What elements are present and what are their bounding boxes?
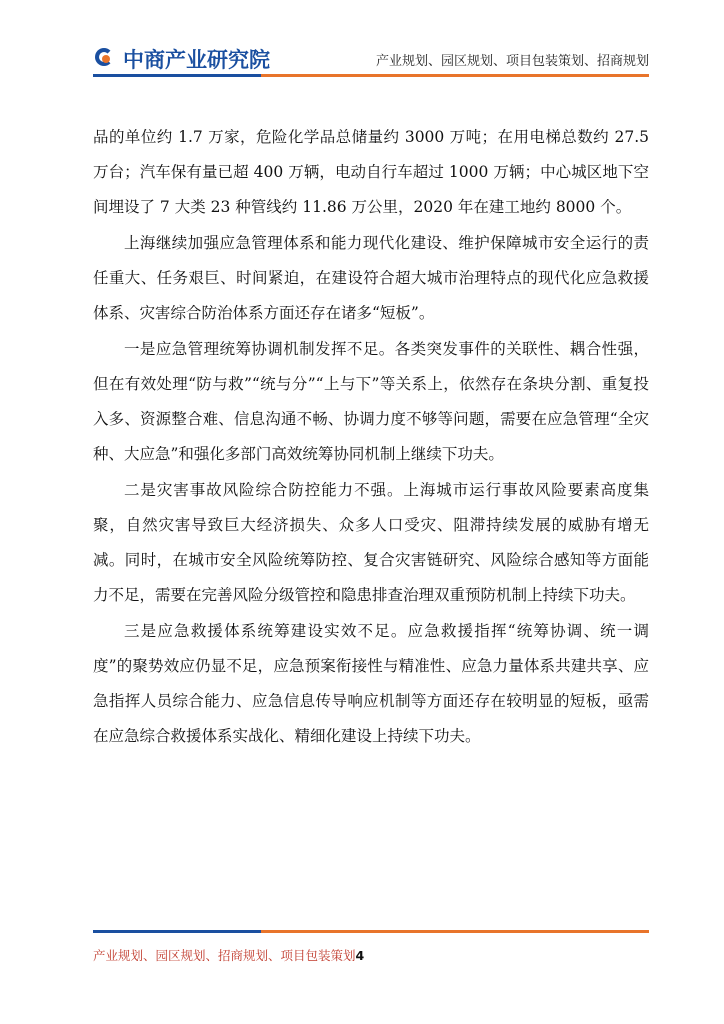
page-number: 4: [355, 948, 365, 963]
paragraph-5: 三是应急救援体系统筹建设实效不足。应急救援指挥“统筹协调、统一调度”的聚势效应仍显不足，应急预案衔接性与精准性、应急力量体系共建共享、应急指挥人员综合能力、应急信息传导响应机制等方面还存在较明显的短板，亟需在应急综合救援体系实战化、精细化建设上持续下功夫。: [93, 622, 649, 745]
logo: [93, 44, 270, 74]
footer-rule-orange: [261, 930, 649, 933]
logo-text: 中商产业研究院: [123, 48, 270, 72]
footer-rule-blue: [93, 930, 261, 933]
paragraph-4: 二是灾害事故风险综合防控能力不强。上海城市运行事故风险要素高度集聚，自然灾害导致巨大经济损失、众多人口受灾、阻滞持续发展的威胁有增无减。同时，在城市安全风险统筹防控、复合灾害链研究、风险综合感知等方面能力不足，需要在完善风险分级管控和隐患排查治理双重预防机制上持续下功夫。: [93, 481, 649, 604]
paragraph-3: 一是应急管理统筹协调机制发挥不足。各类突发事件的关联性、耦合性强，但在有效处理“防与救”“统与分”“上与下”等关系上，依然存在条块分割、重复投入多、资源整合难、信息沟通不畅、协调力度不够等问题，需要在应急管理“全灾种、大应急”和强化多部门高效统筹协同机制上继续下功夫。: [93, 340, 649, 463]
logo-mark-icon: [93, 46, 119, 72]
footer: [93, 946, 364, 964]
paragraph-1: 品的单位约 1.7 万家，危险化学品总储量约 3000 万吨；在用电梯总数约 27.5 万台；汽车保有量已超 400 万辆，电动自行车超过 1000 万辆；中心城区地下空间埋设了 7 大类 23 种管线约 11.86 万公里，2020 年在建工地约 8000 个。: [93, 128, 649, 216]
header-tagline: 产业规划、园区规划、项目包装策划、招商规划: [375, 54, 649, 69]
header-rule-orange: [261, 74, 649, 77]
paragraph-2: 上海继续加强应急管理体系和能力现代化建设、维护保障城市安全运行的责任重大、任务艰巨、时间紧迫，在建设符合超大城市治理特点的现代化应急救援体系、灾害综合防治体系方面还存在诸多“短板”。: [93, 234, 649, 322]
header-rule-blue: [93, 74, 261, 77]
footer-text: 产业规划、园区规划、招商规划、项目包装策划: [93, 948, 356, 963]
body-text: [93, 120, 649, 755]
